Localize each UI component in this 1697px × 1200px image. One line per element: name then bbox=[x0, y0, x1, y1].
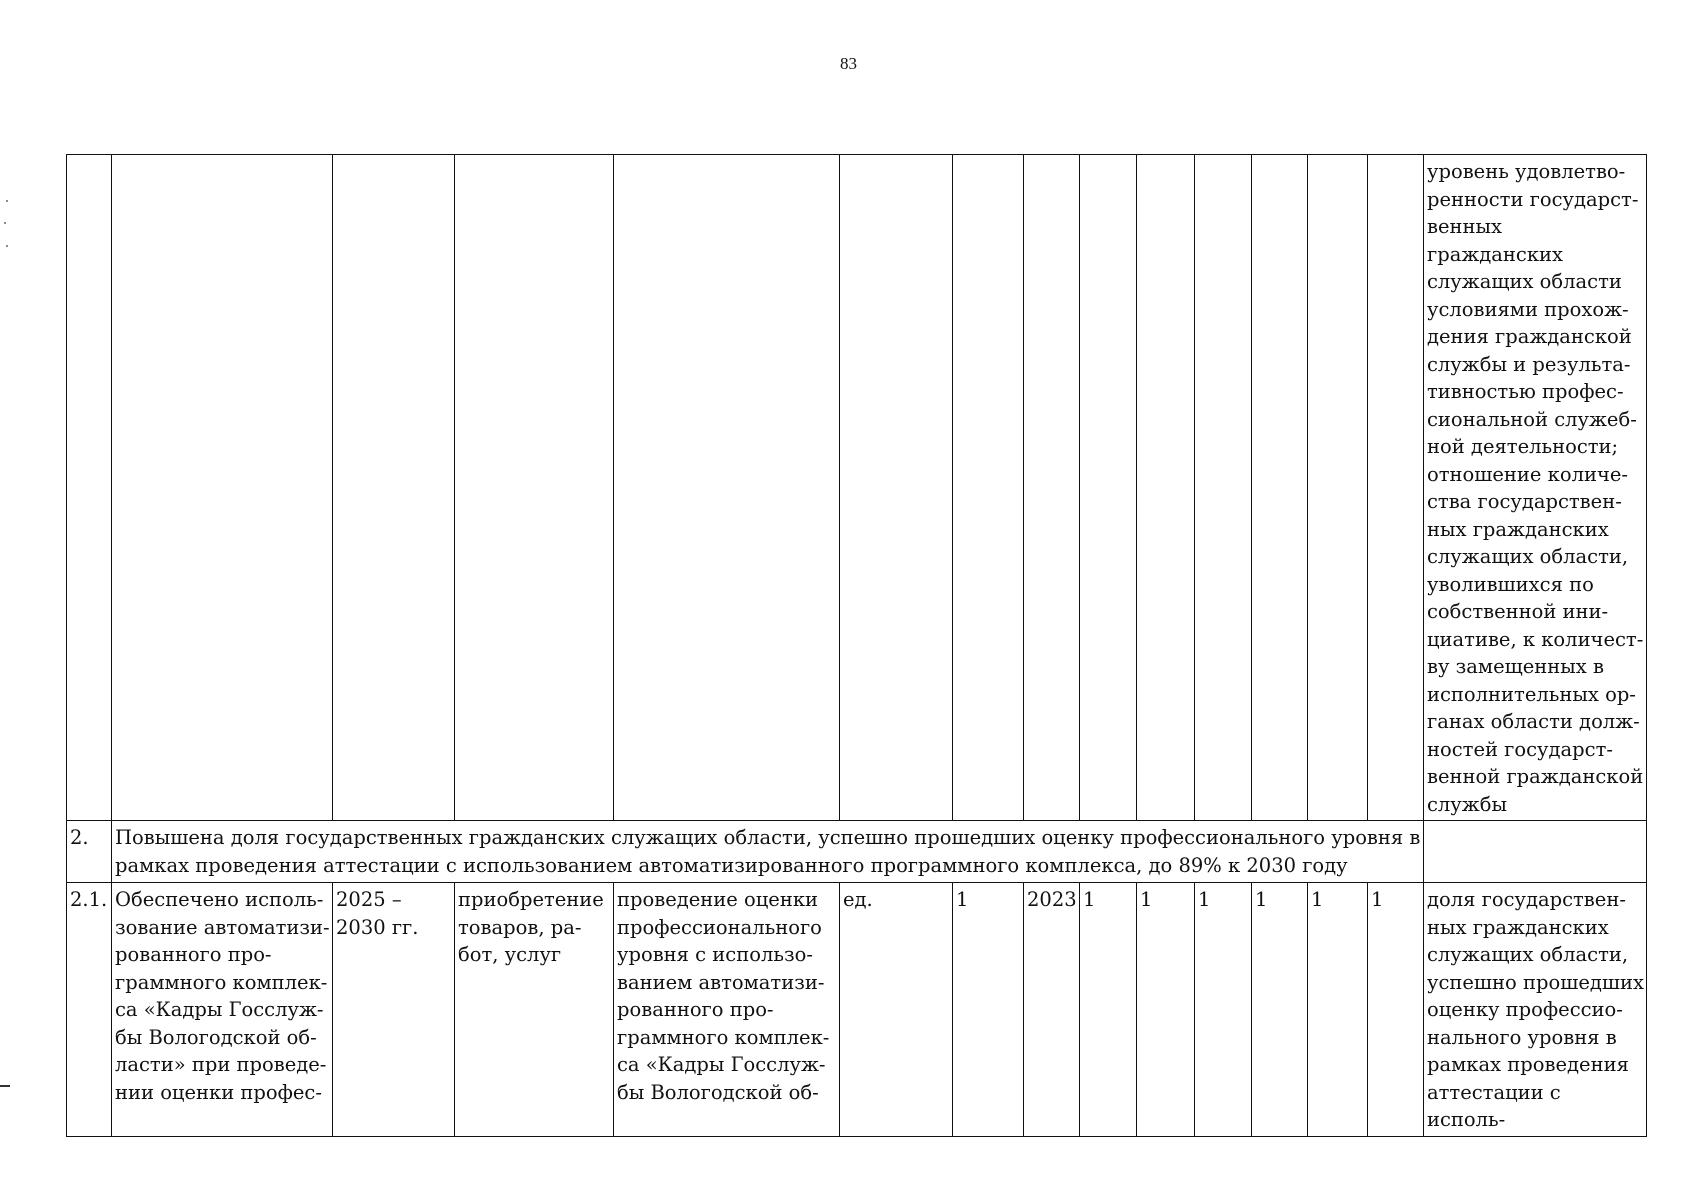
task-activity-type: приобретение товаров, ра- бот, услуг bbox=[455, 883, 614, 1137]
page-number: 83 bbox=[840, 54, 857, 73]
section-number: 2. bbox=[67, 821, 112, 883]
task-year-value: 1 bbox=[1308, 883, 1368, 1137]
task-number: 2.1. bbox=[67, 883, 112, 1137]
table-cell-empty bbox=[67, 155, 112, 821]
scan-margin-mark bbox=[0, 1085, 10, 1087]
task-linked-indicator: доля государствен- ных гражданских служащих области, успешно прошедших оценку профессио- нального уровня в рамках проведения аттестации с исполь- bbox=[1424, 883, 1647, 1137]
scan-speck bbox=[6, 245, 8, 247]
task-description: Обеспечено исполь- зование автоматизи- рованного про- граммного комплек- са «Кадры Госслуж- бы Вологодской об- ласти» при проведе- нии оценки профес- bbox=[112, 883, 333, 1137]
task-base-year: 2023 bbox=[1024, 883, 1080, 1137]
table-cell-empty bbox=[1024, 155, 1080, 821]
table-cell-empty bbox=[1252, 155, 1308, 821]
task-year-value: 1 bbox=[1080, 883, 1137, 1137]
table-cell-empty bbox=[1368, 155, 1424, 821]
table-cell-empty bbox=[1080, 155, 1137, 821]
table-cell-empty bbox=[455, 155, 614, 821]
indicator-cell: уровень удовлетво- ренности государст- венных гражданских служащих области условиями прохож- дения гражданской службы и результа- тивностью профес- сиональной служеб- ной деятельности; отношение количе- ства государствен- ных гражданских служащих области, уволившихся по собственной ини- циативе, к количест- ву замещенных в исполнительных ор- ганах области долж- ностей государст- венной гражданской службы bbox=[1424, 155, 1647, 821]
table-row-continuation bbox=[67, 155, 1647, 821]
task-base-value: 1 bbox=[953, 883, 1024, 1137]
table-cell-empty bbox=[1424, 821, 1647, 883]
task-year-value: 1 bbox=[1252, 883, 1308, 1137]
table-cell-empty bbox=[1195, 155, 1252, 821]
table-row-task bbox=[67, 883, 1647, 1137]
task-year-value: 1 bbox=[1368, 883, 1424, 1137]
task-year-value: 1 bbox=[1195, 883, 1252, 1137]
task-year-value: 1 bbox=[1137, 883, 1195, 1137]
section-title: Повышена доля государственных гражданских служащих области, успешно прошедших оценку профессионального уровня в рамках проведения аттестации с использованием автоматизированного программного комплекса, до 89% к 2030 году bbox=[112, 821, 1424, 883]
table-cell-empty bbox=[1137, 155, 1195, 821]
task-unit: ед. bbox=[840, 883, 953, 1137]
table-cell-empty bbox=[953, 155, 1024, 821]
table-cell-empty bbox=[333, 155, 455, 821]
task-period: 2025 – 2030 гг. bbox=[333, 883, 455, 1137]
table-cell-empty bbox=[614, 155, 840, 821]
scan-speck bbox=[4, 222, 6, 224]
table-cell-empty bbox=[840, 155, 953, 821]
table-row-section bbox=[67, 821, 1647, 883]
program-measures-table bbox=[66, 154, 1647, 1137]
table-cell-empty bbox=[1308, 155, 1368, 821]
task-characteristic: проведение оценки профессионального уровня с использо- ванием автоматизи- рованного про- граммного комплек- са «Кадры Госслуж- бы Вологодской об- bbox=[614, 883, 840, 1137]
table-cell-empty bbox=[112, 155, 333, 821]
scan-speck bbox=[6, 200, 8, 202]
